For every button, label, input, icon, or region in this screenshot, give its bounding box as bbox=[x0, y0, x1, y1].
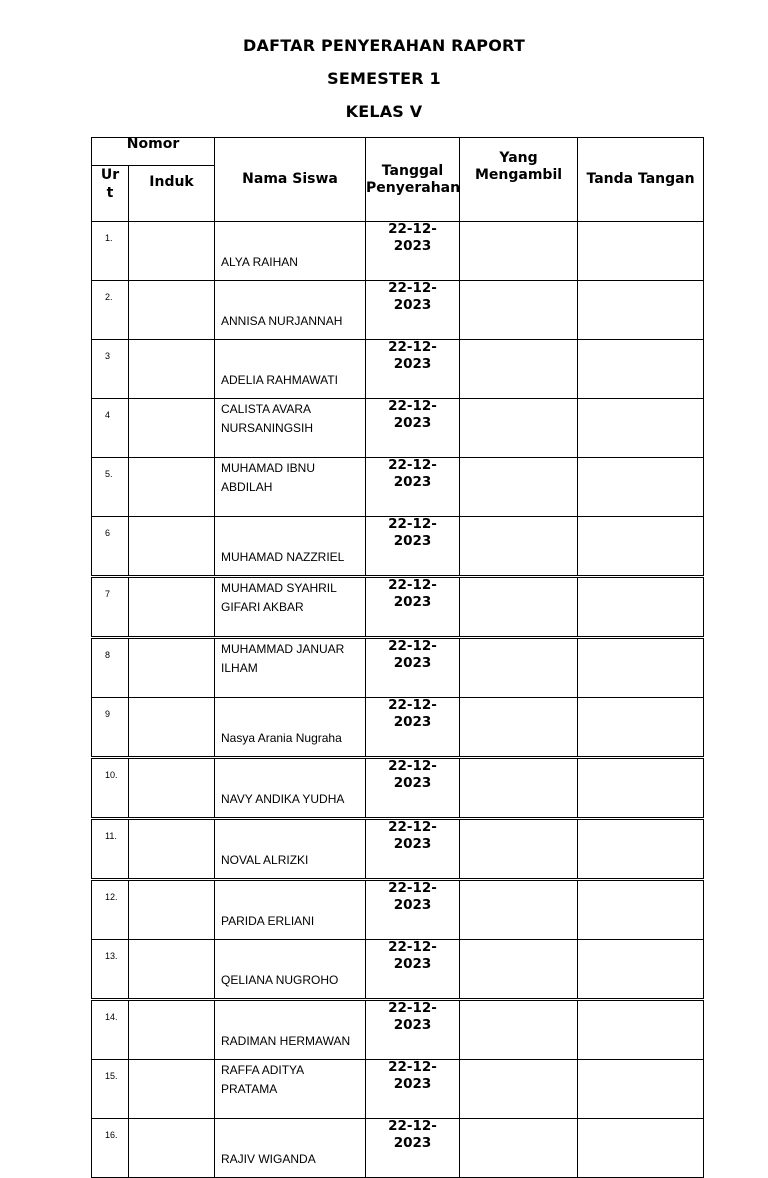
row-signature bbox=[578, 340, 704, 399]
row-collected-by bbox=[460, 819, 578, 880]
class-title: KELAS V bbox=[345, 102, 423, 121]
row-induk bbox=[129, 940, 215, 1000]
row-number: 6 bbox=[92, 517, 129, 577]
row-student-name: ADELIA RAHMAWATI bbox=[215, 340, 366, 399]
row-signature bbox=[578, 1119, 704, 1178]
row-handover-date: 22-12- 2023 bbox=[366, 698, 460, 758]
row-signature bbox=[578, 638, 704, 698]
row-number: 16. bbox=[92, 1119, 129, 1178]
row-student-name: RAJIV WIGANDA bbox=[215, 1119, 366, 1178]
row-signature bbox=[578, 940, 704, 1000]
row-number: 3 bbox=[92, 340, 129, 399]
row-signature bbox=[578, 880, 704, 940]
row-induk bbox=[129, 577, 215, 638]
row-signature bbox=[578, 1000, 704, 1060]
row-collected-by bbox=[460, 758, 578, 819]
row-induk bbox=[129, 698, 215, 758]
row-handover-date: 22-12- 2023 bbox=[366, 517, 460, 577]
row-number: 10. bbox=[92, 758, 129, 819]
row-collected-by bbox=[460, 638, 578, 698]
row-number: 15. bbox=[92, 1060, 129, 1119]
row-student-name: RAFFA ADITYA PRATAMA bbox=[215, 1060, 366, 1119]
row-induk bbox=[129, 458, 215, 517]
row-handover-date: 22-12- 2023 bbox=[366, 1119, 460, 1178]
row-number: 12. bbox=[92, 880, 129, 940]
table-row bbox=[92, 1000, 704, 1060]
row-student-name: NOVAL ALRIZKI bbox=[215, 819, 366, 880]
row-collected-by bbox=[460, 281, 578, 340]
row-collected-by bbox=[460, 880, 578, 940]
row-collected-by bbox=[460, 222, 578, 281]
row-induk bbox=[129, 758, 215, 819]
row-handover-date: 22-12- 2023 bbox=[366, 1060, 460, 1119]
row-induk bbox=[129, 399, 215, 458]
row-induk bbox=[129, 1060, 215, 1119]
row-signature bbox=[578, 399, 704, 458]
row-student-name: ALYA RAIHAN bbox=[215, 222, 366, 281]
row-induk bbox=[129, 1119, 215, 1178]
row-collected-by bbox=[460, 399, 578, 458]
report-handover-table bbox=[91, 137, 704, 1178]
row-handover-date: 22-12- 2023 bbox=[366, 222, 460, 281]
row-collected-by bbox=[460, 1119, 578, 1178]
row-number: 9 bbox=[92, 698, 129, 758]
table-row bbox=[92, 758, 704, 819]
row-number: 1. bbox=[92, 222, 129, 281]
row-induk bbox=[129, 638, 215, 698]
row-number: 14. bbox=[92, 1000, 129, 1060]
row-number: 13. bbox=[92, 940, 129, 1000]
row-signature bbox=[578, 758, 704, 819]
row-signature bbox=[578, 1060, 704, 1119]
row-handover-date: 22-12- 2023 bbox=[366, 340, 460, 399]
row-collected-by bbox=[460, 1060, 578, 1119]
table-row bbox=[92, 638, 704, 698]
row-induk bbox=[129, 222, 215, 281]
row-student-name: ANNISA NURJANNAH bbox=[215, 281, 366, 340]
row-collected-by bbox=[460, 940, 578, 1000]
row-student-name: QELIANA NUGROHO bbox=[215, 940, 366, 1000]
table-row bbox=[92, 940, 704, 1000]
table-row bbox=[92, 1119, 704, 1178]
row-student-name: RADIMAN HERMAWAN bbox=[215, 1000, 366, 1060]
row-signature bbox=[578, 698, 704, 758]
row-collected-by bbox=[460, 698, 578, 758]
row-handover-date: 22-12- 2023 bbox=[366, 1000, 460, 1060]
table-row bbox=[92, 819, 704, 880]
header-induk: Induk bbox=[129, 166, 215, 222]
row-signature bbox=[578, 281, 704, 340]
row-number: 5. bbox=[92, 458, 129, 517]
table-row bbox=[92, 281, 704, 340]
header-tanda-tangan: Tanda Tangan bbox=[578, 138, 704, 222]
row-student-name: MUHAMAD NAZZRIEL bbox=[215, 517, 366, 577]
row-signature bbox=[578, 517, 704, 577]
row-number: 4 bbox=[92, 399, 129, 458]
table-row bbox=[92, 399, 704, 458]
row-student-name: CALISTA AVARA NURSANINGSIH bbox=[215, 399, 366, 458]
row-collected-by bbox=[460, 577, 578, 638]
document-title: DAFTAR PENYERAHAN RAPORT bbox=[243, 36, 525, 55]
row-handover-date: 22-12- 2023 bbox=[366, 399, 460, 458]
row-handover-date: 22-12- 2023 bbox=[366, 880, 460, 940]
row-handover-date: 22-12- 2023 bbox=[366, 458, 460, 517]
row-induk bbox=[129, 1000, 215, 1060]
table-row bbox=[92, 458, 704, 517]
row-collected-by bbox=[460, 1000, 578, 1060]
row-induk bbox=[129, 517, 215, 577]
table-row bbox=[92, 880, 704, 940]
row-handover-date: 22-12- 2023 bbox=[366, 819, 460, 880]
row-student-name: PARIDA ERLIANI bbox=[215, 880, 366, 940]
header-yang-mengambil: Yang Mengambil bbox=[460, 138, 578, 222]
row-student-name: Nasya Arania Nugraha bbox=[215, 698, 366, 758]
header-urut: Ur t bbox=[92, 166, 129, 222]
row-number: 8 bbox=[92, 638, 129, 698]
row-number: 11. bbox=[92, 819, 129, 880]
row-handover-date: 22-12- 2023 bbox=[366, 638, 460, 698]
row-handover-date: 22-12- 2023 bbox=[366, 281, 460, 340]
table-row bbox=[92, 1060, 704, 1119]
row-signature bbox=[578, 458, 704, 517]
table-row bbox=[92, 340, 704, 399]
row-student-name: MUHAMAD SYAHRIL GIFARI AKBAR bbox=[215, 577, 366, 638]
row-signature bbox=[578, 819, 704, 880]
row-handover-date: 22-12- 2023 bbox=[366, 940, 460, 1000]
row-induk bbox=[129, 880, 215, 940]
table-row bbox=[92, 517, 704, 577]
header-nama-siswa: Nama Siswa bbox=[215, 138, 366, 222]
row-induk bbox=[129, 281, 215, 340]
row-student-name: MUHAMAD IBNU ABDILAH bbox=[215, 458, 366, 517]
row-induk bbox=[129, 340, 215, 399]
table-row bbox=[92, 577, 704, 638]
row-signature bbox=[578, 222, 704, 281]
row-handover-date: 22-12- 2023 bbox=[366, 758, 460, 819]
row-collected-by bbox=[460, 458, 578, 517]
row-signature bbox=[578, 577, 704, 638]
table-row bbox=[92, 222, 704, 281]
student-rows bbox=[92, 222, 704, 1178]
row-collected-by bbox=[460, 340, 578, 399]
row-student-name: NAVY ANDIKA YUDHA bbox=[215, 758, 366, 819]
row-handover-date: 22-12- 2023 bbox=[366, 577, 460, 638]
row-induk bbox=[129, 819, 215, 880]
header-nomor: Nomor bbox=[92, 138, 215, 166]
row-number: 2. bbox=[92, 281, 129, 340]
table-row bbox=[92, 698, 704, 758]
row-number: 7 bbox=[92, 577, 129, 638]
semester-title: SEMESTER 1 bbox=[327, 69, 441, 88]
row-student-name: MUHAMMAD JANUAR ILHAM bbox=[215, 638, 366, 698]
row-collected-by bbox=[460, 517, 578, 577]
header-tanggal-penyerahan: Tanggal Penyerahan bbox=[366, 138, 460, 222]
